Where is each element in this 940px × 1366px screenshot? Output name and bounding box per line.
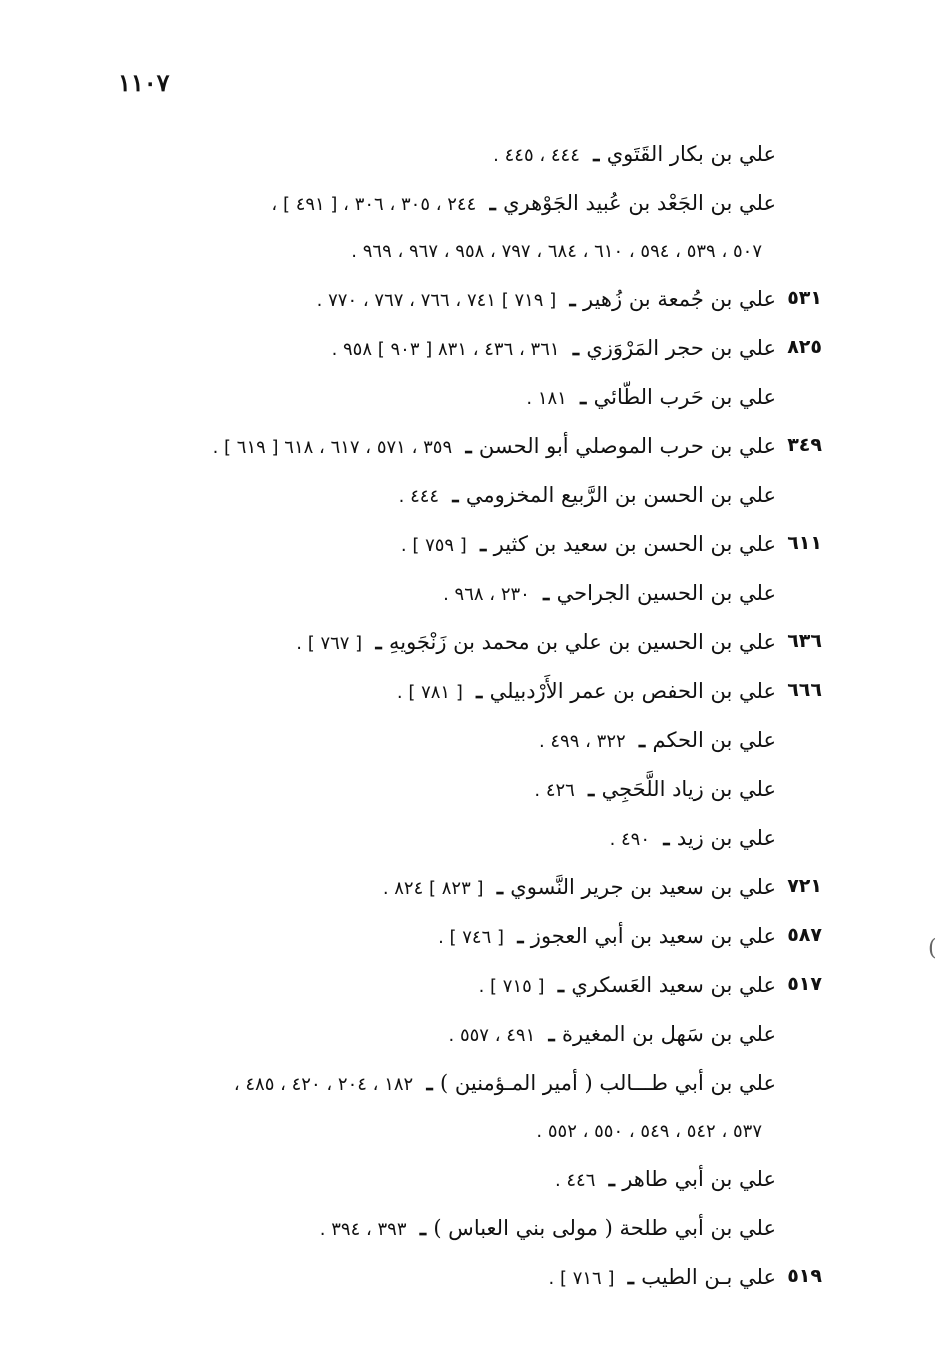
entry-dash-separator: ـ xyxy=(482,190,504,215)
entry-dash-separator: ـ xyxy=(419,1070,440,1095)
entry-name: علي بن أبي طـــالب ( أمير المـؤمنين ) xyxy=(440,1071,776,1095)
entry-dash-separator: ـ xyxy=(458,433,479,458)
entry-number: ٥١٩ xyxy=(787,1265,822,1287)
entry-body xyxy=(102,667,776,716)
entry-dash-separator: ـ xyxy=(620,1264,642,1289)
index-entry xyxy=(102,716,822,765)
index-entry xyxy=(102,912,822,961)
entry-dash-separator: ـ xyxy=(468,678,490,703)
entry-name: علي بن الحسن بن سعيد بن كثير xyxy=(493,532,776,556)
entry-body xyxy=(102,1155,776,1204)
entry-page-refs: [ ٨٢٣ ] ٨٢٤ . xyxy=(382,878,484,899)
entry-dash-separator: ـ xyxy=(412,1215,434,1240)
entry-name: علي بن الحسين الجراحي xyxy=(556,581,776,605)
entry-body xyxy=(102,765,776,814)
entry-body xyxy=(102,1010,776,1059)
entry-page-refs-continued: ٥٣٧ ، ٥٤٢ ، ٥٤٩ ، ٥٥٠ ، ٥٥٢ . xyxy=(536,1121,762,1142)
entry-dash-separator: ـ xyxy=(510,923,531,948)
index-entry xyxy=(102,863,822,912)
entry-dash-separator: ـ xyxy=(541,1021,563,1046)
entry-body xyxy=(102,1204,776,1253)
entry-number: ٥٣١ xyxy=(787,287,822,309)
index-entry xyxy=(102,1253,822,1302)
entry-number: ٦٦٦ xyxy=(787,679,822,701)
entry-page-refs-continued: ٥٠٧ ، ٥٣٩ ، ٥٩٤ ، ٦١٠ ، ٦٨٤ ، ٧٩٧ ، ٩٥٨ ، ٩٦٧ ، ٩٦٩ . xyxy=(351,241,762,262)
entry-body xyxy=(102,863,776,912)
entry-number: ٥١٧ xyxy=(787,973,822,995)
index-entry xyxy=(102,275,822,324)
entry-page-refs: [ ٧٤٦ ] . xyxy=(438,927,505,948)
entry-page-refs: [ ٧١٩ ] ٧٤١ ، ٧٦٦ ، ٧٦٧ ، ٧٧٠ . xyxy=(316,290,557,311)
index-entry xyxy=(102,1204,822,1253)
entry-page-refs: ٣٩٣ ، ٣٩٤ . xyxy=(319,1219,407,1240)
index-entry xyxy=(102,422,822,471)
index-entry xyxy=(102,373,822,422)
entry-number: ٨٢٥ xyxy=(787,336,822,358)
entry-page-refs: ٤٤٤ ، ٤٤٥ . xyxy=(493,145,580,166)
entry-dash-separator: ـ xyxy=(489,874,511,899)
entry-body xyxy=(102,569,776,618)
entry-page-refs: ٣٥٩ ، ٥٧١ ، ٦١٧ ، ٦١٨ [ ٦١٩ ] . xyxy=(212,437,453,458)
index-entries-list xyxy=(102,130,822,1302)
entry-body xyxy=(102,1253,776,1302)
entry-dash-separator: ـ xyxy=(585,141,607,166)
entry-body xyxy=(102,814,776,863)
entry-number: ٥٨٧ xyxy=(787,924,822,946)
entry-name: علي بن الحسين بن علي بن محمد بن زَنْجَويهِ xyxy=(388,630,776,654)
entry-page-refs: [ ٧١٦ ] . xyxy=(548,1268,615,1289)
entry-dash-separator: ـ xyxy=(550,972,572,997)
entry-dash-separator: ـ xyxy=(445,482,466,507)
index-entry xyxy=(102,179,822,275)
entry-number: ٣٤٩ xyxy=(787,434,822,456)
entry-page-refs: ٤٤٤ . xyxy=(398,486,440,507)
entry-number: ٦١١ xyxy=(787,532,822,554)
page-number: ١١٠٧ xyxy=(118,68,170,97)
entry-body xyxy=(102,471,776,520)
entry-name: علي بن حَرب الطّائي xyxy=(593,385,776,409)
entry-name: علي بن الحفص بن عمر الأَرْدبيلي xyxy=(489,679,776,703)
entry-dash-separator: ـ xyxy=(368,629,389,654)
index-entry xyxy=(102,1155,822,1204)
index-entry xyxy=(102,324,822,373)
index-entry xyxy=(102,814,822,863)
index-entry xyxy=(102,1010,822,1059)
index-entry xyxy=(102,1059,822,1155)
entry-page-refs: ٤٢٦ . xyxy=(534,780,575,801)
entry-body xyxy=(102,373,776,422)
entry-dash-separator: ـ xyxy=(601,1166,623,1191)
index-entry xyxy=(102,569,822,618)
entry-name: علي بن سعيد بن أبي العجوز xyxy=(530,924,776,948)
entry-page-refs: ٢٤٤ ، ٣٠٥ ، ٣٠٦ ، [ ٤٩١ ] ، xyxy=(271,194,477,215)
entry-page-refs: ٤٤٦ . xyxy=(554,1170,596,1191)
entry-name: علي بن سعيد العَسكري xyxy=(571,973,776,997)
entry-name: علي بن زياد اللَّحَجِي xyxy=(601,777,776,801)
entry-body xyxy=(102,618,776,667)
entry-page-refs: [ ٧٦٧ ] . xyxy=(296,633,363,654)
entry-page-refs: ٤٩١ ، ٥٥٧ . xyxy=(448,1025,536,1046)
entry-dash-separator: ـ xyxy=(580,776,602,801)
entry-page-refs: [ ٧٨١ ] . xyxy=(396,682,463,703)
index-entry xyxy=(102,961,822,1010)
entry-body xyxy=(102,422,776,471)
entry-name: علي بن الجَعْد بن عُبيد الجَوْهري xyxy=(503,191,776,215)
entry-body xyxy=(102,275,776,324)
entry-page-refs: ٣٢٢ ، ٤٩٩ . xyxy=(538,731,626,752)
index-entry xyxy=(102,765,822,814)
entry-body xyxy=(102,130,776,179)
entry-body xyxy=(102,961,776,1010)
entry-body xyxy=(102,179,776,275)
entry-name: علي بن حرب الموصلي أبو الحسن xyxy=(478,434,776,458)
entry-dash-separator: ـ xyxy=(565,335,587,360)
entry-number: ٦٣٦ xyxy=(787,630,822,652)
entry-dash-separator: ـ xyxy=(562,286,583,311)
entry-name: علي بن حجر المَرْوَزي xyxy=(586,336,776,360)
entry-name: علي بـن الطيب xyxy=(641,1265,776,1289)
entry-dash-separator: ـ xyxy=(631,727,653,752)
entry-number: ٧٢١ xyxy=(787,875,822,897)
entry-page-refs: ١٨٢ ، ٢٠٤ ، ٤٢٠ ، ٤٨٥ ، xyxy=(233,1074,414,1095)
entry-name: علي بن سعيد بن جرير النَّسوي xyxy=(510,875,776,899)
entry-page-refs: [ ٧١٥ ] . xyxy=(478,976,545,997)
entry-name: علي بن زيد xyxy=(676,826,776,850)
index-entry xyxy=(102,667,822,716)
entry-body xyxy=(102,520,776,569)
entry-dash-separator: ـ xyxy=(535,580,557,605)
entry-dash-separator: ـ xyxy=(472,531,494,556)
entry-body xyxy=(102,324,776,373)
entry-page-refs: [ ٧٥٩ ] . xyxy=(400,535,467,556)
index-entry xyxy=(102,471,822,520)
index-entry xyxy=(102,520,822,569)
entry-name: علي بن جُمعة بن زُهير xyxy=(583,287,776,311)
entry-name: علي بن أبي طلحة ( مولى بني العباس ) xyxy=(433,1216,776,1240)
entry-page-refs: ١٨١ . xyxy=(526,388,567,409)
entry-name: علي بن أبي طاهر xyxy=(622,1167,776,1191)
entry-page-refs: ٤٩٠ . xyxy=(609,829,651,850)
entry-name: علي بن سَهل بن المغيرة xyxy=(562,1022,776,1046)
entry-body xyxy=(102,912,776,961)
entry-page-refs: ٣٦١ ، ٤٣٦ ، ٨٣١ [ ٩٠٣ ] ٩٥٨ . xyxy=(331,339,560,360)
index-entry xyxy=(102,130,822,179)
entry-dash-separator: ـ xyxy=(572,384,594,409)
entry-name: علي بن بكار القَتَوي xyxy=(606,142,776,166)
page-edge-mark: ( xyxy=(928,936,937,961)
index-entry xyxy=(102,618,822,667)
entry-dash-separator: ـ xyxy=(656,825,677,850)
entry-name: علي بن الحكم xyxy=(652,728,776,752)
entry-page-refs: ٢٣٠ ، ٩٦٨ . xyxy=(443,584,530,605)
entry-body xyxy=(102,716,776,765)
entry-name: علي بن الحسن بن الرَّبيع المخزومي xyxy=(465,483,776,507)
entry-body xyxy=(102,1059,776,1155)
